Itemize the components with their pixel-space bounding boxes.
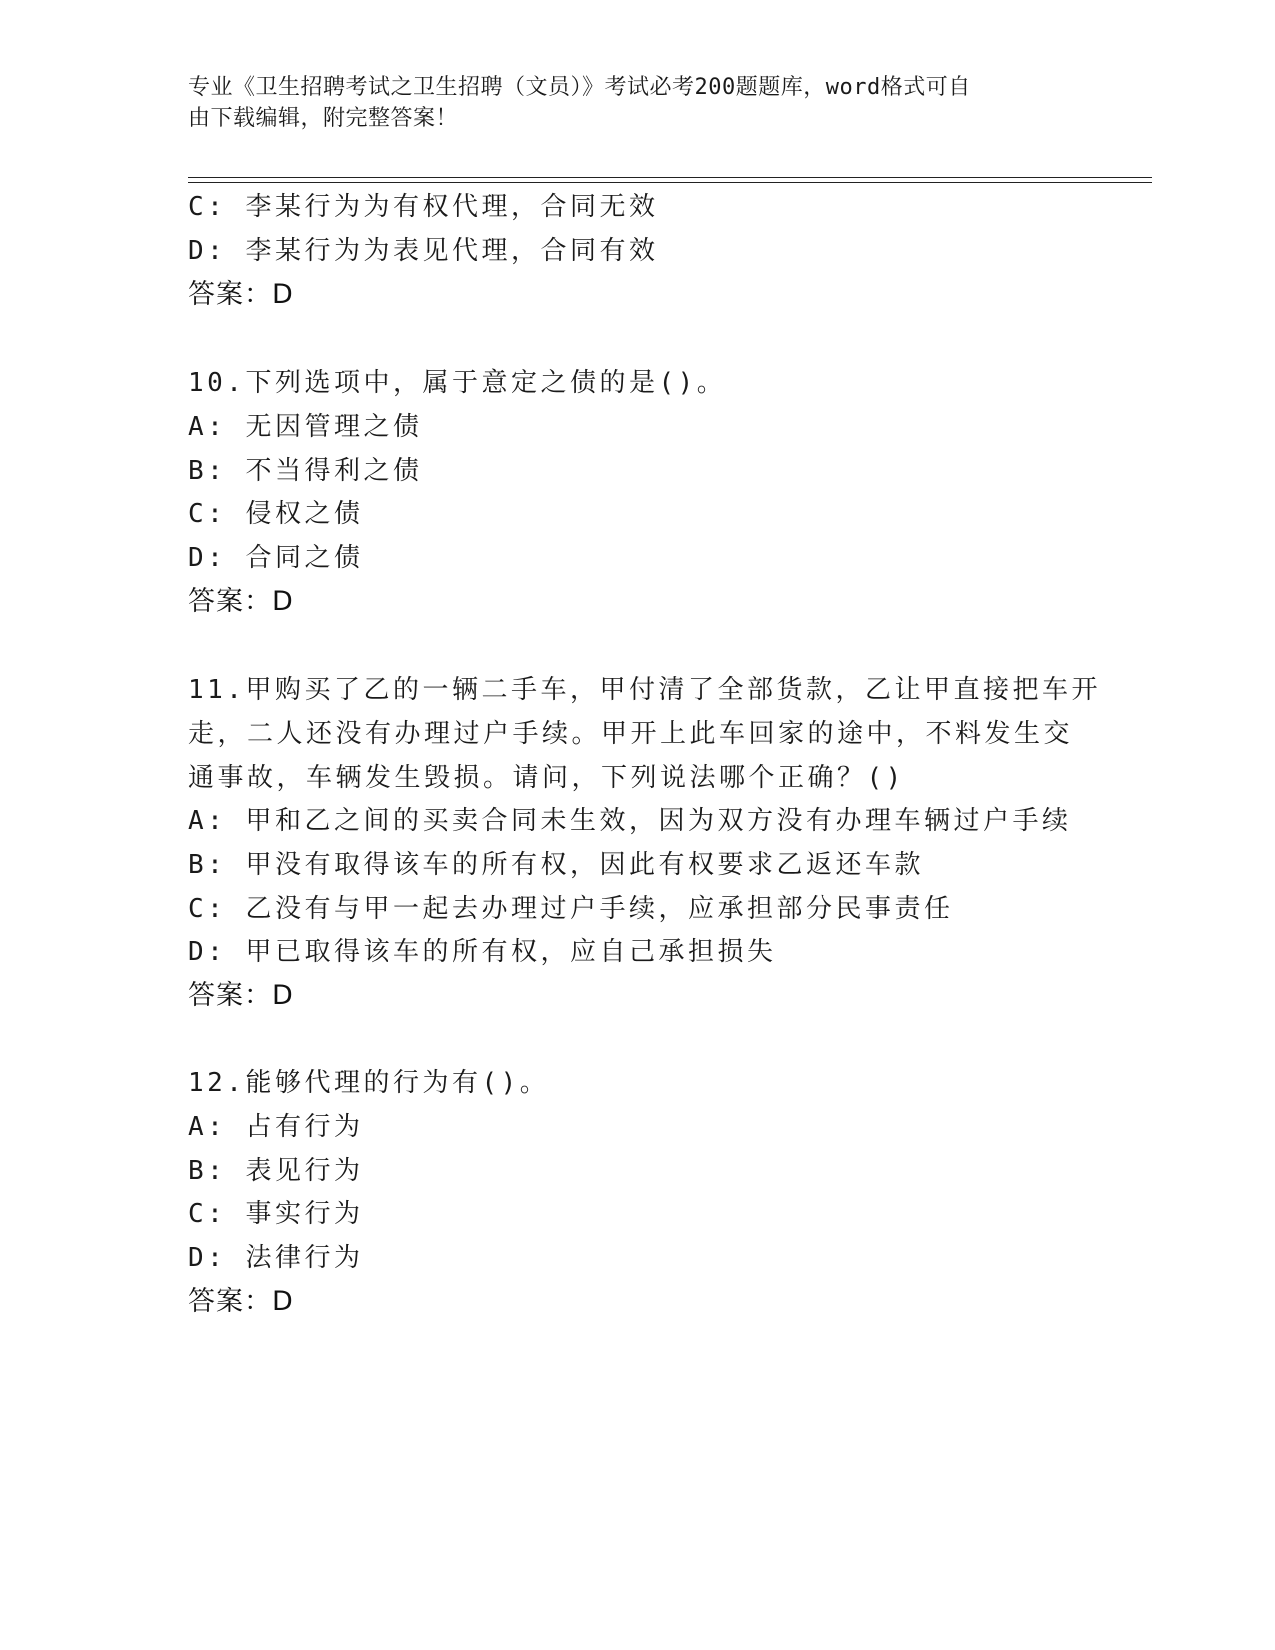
q10-option-c: C: 侵权之债	[188, 499, 364, 529]
q9-answer: 答案：D	[188, 279, 294, 310]
q11-answer: 答案：D	[188, 980, 294, 1011]
q10-answer: 答案：D	[188, 586, 294, 617]
header-line-1: 专业《卫生招聘考试之卫生招聘（文员）》考试必考200题题库，word格式可自	[188, 75, 971, 100]
q10-option-a: A: 无因管理之债	[188, 412, 423, 442]
q9-option-c: C: 李某行为为有权代理，合同无效	[188, 192, 659, 222]
q12-option-a: A: 占有行为	[188, 1112, 364, 1142]
q10-option-d: D: 合同之债	[188, 543, 364, 573]
q11-question-line-3: 通事故，车辆发生毁损。请问，下列说法哪个正确？()	[188, 763, 905, 793]
header-divider-top	[188, 177, 1152, 178]
q12-question: 12.能够代理的行为有()。	[188, 1068, 550, 1098]
q11-option-a: A: 甲和乙之间的买卖合同未生效，因为双方没有办理车辆过户手续	[188, 806, 1072, 836]
q10-question: 10.下列选项中，属于意定之债的是()。	[188, 368, 727, 398]
q10-option-b: B: 不当得利之债	[188, 456, 423, 486]
q11-option-d: D: 甲已取得该车的所有权，应自己承担损失	[188, 937, 777, 967]
q12-option-c: C: 事实行为	[188, 1199, 364, 1229]
q11-question-line-1: 11.甲购买了乙的一辆二手车，甲付清了全部货款，乙让甲直接把车开	[188, 675, 1101, 705]
document-header	[188, 72, 1088, 134]
q11-option-b: B: 甲没有取得该车的所有权，因此有权要求乙返还车款	[188, 850, 924, 880]
q11-question-line-2: 走，二人还没有办理过户手续。甲开上此车回家的途中，不料发生交	[188, 719, 1074, 749]
header-divider-bottom	[188, 182, 1152, 183]
header-line-2: 由下载编辑，附完整答案！	[188, 106, 459, 131]
q12-option-d: D: 法律行为	[188, 1243, 364, 1273]
q12-option-b: B: 表见行为	[188, 1156, 364, 1186]
q12-answer: 答案：D	[188, 1286, 294, 1317]
q11-option-c: C: 乙没有与甲一起去办理过户手续，应承担部分民事责任	[188, 894, 954, 924]
q9-option-d: D: 李某行为为表见代理，合同有效	[188, 236, 659, 266]
